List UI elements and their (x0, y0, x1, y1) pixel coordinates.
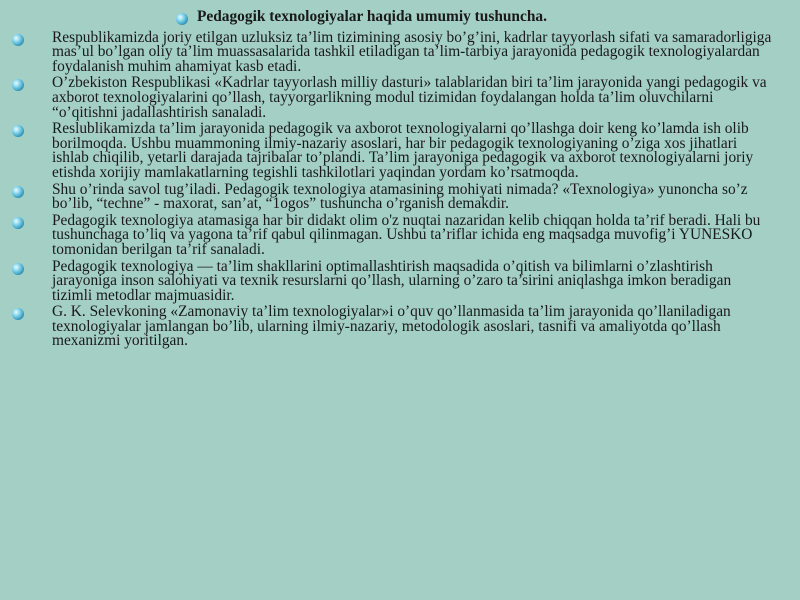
paragraph-item (52, 122, 772, 180)
sphere-bullet-icon (12, 308, 24, 320)
paragraph-item (52, 211, 772, 258)
sphere-bullet-icon (12, 79, 24, 91)
paragraph-item (52, 28, 772, 75)
sphere-bullet-icon (12, 217, 24, 229)
paragraph-text: Pedagogik texnologiya — ta’lim shakllarini optimallashtirish maqsadida o’qitish va bilimlarni o’zlashtirish jarayoniga inson salohiyati va texnik resurslarni qo’llash, ularning o’zaro ta’sirini aniqlashga imkon beradigan tizimli metodlar majmuasidir. (52, 257, 732, 304)
paragraph-text: Pedagogik texnologiya atamasiga har bir didakt olim o'z nuqtai nazaridan kelib chiqqan holda ta’rif beradi. Hali bu tushunchaga to’liq va yagona ta’rif qabul qilinmagan. Ushbu ta’riflar ichida eng maqsadga muvofig’i YUNESKO tomonidan berilgan ta’rif sanaladi. (52, 211, 761, 258)
sphere-bullet-icon (12, 125, 24, 137)
paragraph-text: Reslublikamizda ta’lim jarayonida pedagogik va axborot texnologiyalarni qo’llashga doir keng ko’lamda ish olib borilmoqda. Ushbu muammoning ilmiy-nazariy asoslari, har bir pedagogik texnologiyaning o’ziga xos jihatlari ishlab chiqilib, yetarli darajada tajribalar to’plandi. Ta’lim jarayoniga pedagogik va axborot texnologiyalarni joriy etishda xorijiy mamlakatlarning tegishli tashkilotlari yaqindan yordam ko’rsatmoqda. (52, 120, 754, 181)
slide-title-item (52, 10, 772, 25)
paragraph-item (52, 257, 772, 304)
paragraph-text: Respublikamizda joriy etilgan uzluksiz ta’lim tizimining asosiy bo’g’ini, kadrlar tayyorlash sifati va samaradorligiga mas’ul bo’lgan oliy ta’lim muassasalarida tashkil etiladigan ta’lim-tarbiya jarayonida pedagogik texnologiyalardan foydalanish muhim ahamiyat kasb etadi. (52, 28, 772, 75)
paragraph-text: Shu o’rinda savol tug’iladi. Pedagogik texnologiya atamasining mohiyati nimada? «Texnologiya» yunoncha so’z bo’lib, “techne” - maxorat, san’at, “1ogos” tushuncha o’rganish demakdir. (52, 180, 748, 213)
paragraph-text: G. K. Selevkoning «Zamonaviy ta’lim texnologiyalar»i o’quv qo’llanmasida ta’lim jarayonida qo’llaniladigan texnologiyalar jamlangan bo’lib, ularning ilmiy-nazariy, metodologik asoslari, tasnifi va amaliyotda qo’llash mexanizmi yoritilgan. (52, 303, 731, 350)
sphere-bullet-icon (12, 34, 24, 46)
sphere-bullet-icon (12, 186, 24, 198)
slide-title: Pedagogik texnologiyalar haqida umumiy tushuncha. (197, 8, 547, 25)
paragraph-item (52, 76, 772, 120)
sphere-bullet-icon (176, 13, 188, 25)
sphere-bullet-icon (12, 263, 24, 275)
paragraph-text: O’zbekiston Respublikasi «Kadrlar tayyorlash milliy dasturi» talablaridan biri ta’lim jarayonida yangi pedagogik va axborot texnologiyalarini qo’llash, tayyorgarlikning modul tizimidan foydalangan holda ta’lim oluvchilarni “o’qitishni jadallashtirish sanaladi. (52, 74, 767, 121)
paragraph-item (52, 180, 772, 213)
paragraph-item (52, 305, 772, 349)
